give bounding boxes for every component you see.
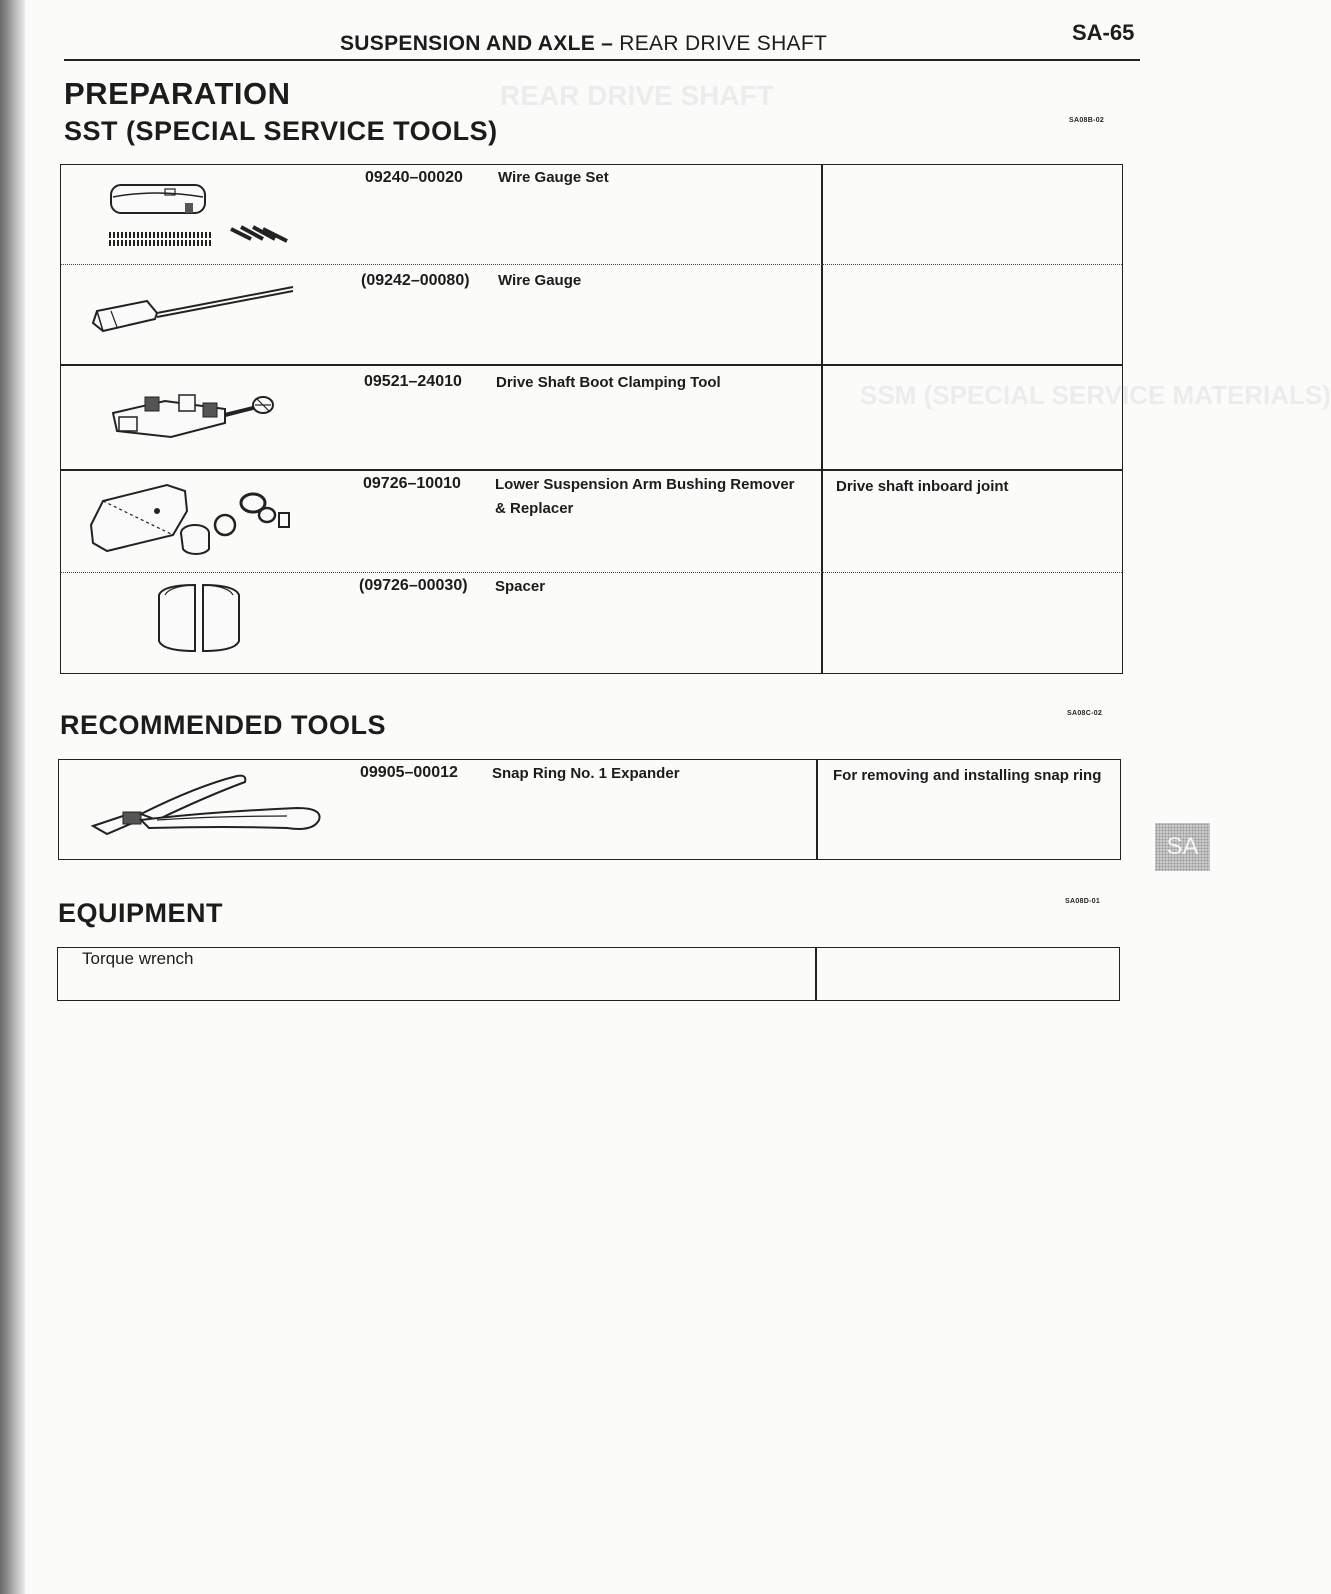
- row-dotted-divider: [61, 572, 1122, 573]
- running-header: [340, 32, 827, 56]
- sst-tool-name: Spacer: [495, 578, 546, 595]
- recommended-tool-name: Snap Ring No. 1 Expander: [492, 765, 680, 782]
- table-column-divider: [815, 948, 817, 1000]
- row-divider: [61, 364, 1122, 366]
- row-divider: [61, 469, 1122, 471]
- sst-part-number: (09242–00080): [361, 272, 470, 289]
- sst-section-code: SA08B-02: [1069, 117, 1105, 124]
- recommended-tool-note: For removing and installing snap ring: [833, 767, 1102, 784]
- sst-part-number: (09726–00030): [359, 577, 468, 594]
- sst-heading: SST (SPECIAL SERVICE TOOLS): [64, 116, 498, 146]
- sst-tool-name: Wire Gauge: [498, 272, 582, 289]
- equipment-table: [57, 947, 1120, 1001]
- page-number: SA-65: [1072, 20, 1135, 45]
- table-column-divider: [821, 165, 823, 673]
- snap-ring-expander-illustration: [87, 772, 327, 842]
- page-binding-shadow: [0, 0, 26, 1594]
- preparation-heading: PREPARATION: [64, 76, 291, 111]
- table-column-divider: [816, 760, 818, 859]
- sst-tool-name: Drive Shaft Boot Clamping Tool: [496, 374, 721, 391]
- recommended-tools-heading: RECOMMENDED TOOLS: [60, 710, 387, 740]
- section-title: SUSPENSION AND AXLE: [340, 32, 596, 55]
- bleed-through-text: REAR DRIVE SHAFT: [500, 80, 774, 111]
- spacer-illustration: [155, 579, 245, 659]
- equipment-heading: EQUIPMENT: [58, 898, 224, 928]
- subsection-title: REAR DRIVE SHAFT: [619, 32, 828, 55]
- header-rule: [64, 59, 1140, 61]
- recommended-tools-table: [58, 759, 1121, 860]
- recommended-tools-code: SA08C-02: [1067, 710, 1103, 717]
- sst-part-number: 09521–24010: [364, 373, 462, 390]
- sst-tool-note: Drive shaft inboard joint: [836, 478, 1009, 495]
- row-dotted-divider: [61, 264, 1122, 265]
- sst-table: [60, 164, 1123, 674]
- section-tab-sa: SA: [1155, 823, 1210, 871]
- equipment-code: SA08D-01: [1065, 898, 1101, 905]
- wire-gauge-set-illustration: [105, 175, 305, 255]
- sst-tool-name: Wire Gauge Set: [498, 169, 609, 186]
- sst-part-number: 09240–00020: [365, 169, 463, 186]
- header-dash: –: [601, 32, 614, 55]
- wire-gauge-illustration: [87, 279, 307, 339]
- bushing-remover-replacer-illustration: [87, 481, 307, 561]
- sst-part-number: 09726–10010: [363, 475, 461, 492]
- bleed-through-text: SSM (SPECIAL SERVICE MATERIALS): [860, 380, 1331, 410]
- equipment-item: Torque wrench: [82, 949, 194, 968]
- sst-tool-name: Lower Suspension Arm Bushing Remover & Replacer: [495, 476, 795, 517]
- recommended-part-number: 09905–00012: [360, 764, 458, 781]
- boot-clamping-tool-illustration: [105, 383, 285, 453]
